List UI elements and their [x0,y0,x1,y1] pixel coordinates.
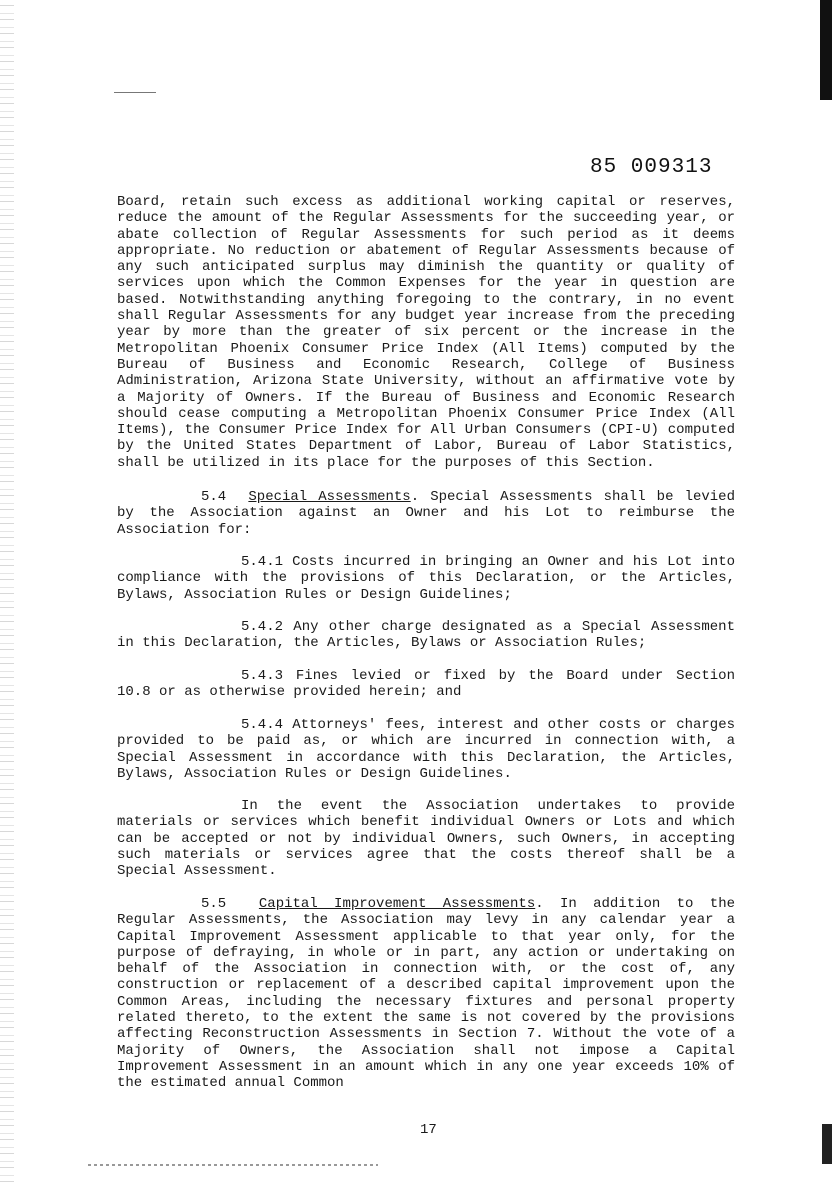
section-5-5-capital-improvement [117,896,735,1092]
paragraph-regular-assessments-continued: Board, retain such excess as additional working capital or reserves, reduce the amount of the Regular Assessments for the succeeding year, or abate collection of Regular Assessments for such period as it deems appropriate. No reduction or abatement of Regular Assessments because of any such anticipated surplus may diminish the quantity or quality of services upon which the Common Expenses for the year in question are based. Notwithstanding anything foregoing to the contrary, in no event shall Regular Assessments for any budget year increase from the preceding year by more than the greater of six percent or the increase in the Metropolitan Phoenix Consumer Price Index (All Items) computed by the Bureau of Business and Economic Research, College of Business Administration, Arizona State University, without an affirmative vote by a Majority of Owners. If the Bureau of Business and Economic Research should cease computing a Metropolitan Phoenix Consumer Price Index (All Items), the Consumer Price Index for All Urban Consumers (CPI-U) computed by the United States Department of Labor, Bureau of Labor Statistics, shall be utilized in its place for the purposes of this Section. [117,194,735,471]
section-heading: Capital Improvement Assessments [258,896,536,912]
document-recording-number: 85 009313 [590,156,713,179]
subsection-5-4-3: 5.4.3 Fines levied or fixed by the Board under Section 10.8 or as otherwise provided herein; and [117,668,735,701]
section-number: 5.4 [201,489,227,505]
section-text: . In addition to the Regular Assessments, the Association may levy in any calendar year a Capital Improvement Assessment applicable to that year only, for the purpose of defraying, in whole or in part, any action or undertaking on behalf of the Association in connection with, or the cost of, any construction or replacement of a described capital improvement upon the Common Areas, including the necessary fixtures and personal property related thereto, to the extent the same is not covered by the provisions affecting Reconstruction Assessments in Section 7. Without the vote of a Majority of Owners, the Association shall not impose a Capital Improvement Assessment in an amount which in any one year exceeds 10% of the estimated annual Common [117,896,736,1092]
section-5-4-special-assessments [117,489,735,538]
page-number: 17 [420,1122,437,1138]
subsection-5-4-4: 5.4.4 Attorneys' fees, interest and other costs or charges provided to be paid as, or which are incurred in connection with, a Special Assessment in accordance with this Declaration, the Articles, Bylaws, Association Rules or Design Guidelines. [117,717,735,782]
section-text: . Special Assessments shall be levied by the Association against an Owner and his Lot to reimburse the Association for: [117,489,735,538]
scan-edge-mark [822,1124,832,1164]
scan-corner-mark [820,0,832,100]
scan-artifact-dash [114,92,156,93]
scan-artifact-bottom [88,1164,378,1166]
paragraph-materials-services: In the event the Association undertakes to provide materials or services which benefit individual Owners or Lots and which can be accepted or not by individual Owners, such Owners, in accepting such materials or services agree that the costs thereof shall be a Special Assessment. [117,798,735,880]
subsection-5-4-1: 5.4.1 Costs incurred in bringing an Owner and his Lot into compliance with the provisions of this Declaration, or the Articles, Bylaws, Association Rules or Design Guidelines; [117,554,735,603]
subsection-5-4-2: 5.4.2 Any other charge designated as a Special Assessment in this Declaration, the Articles, Bylaws or Association Rules; [117,619,735,652]
section-heading: Special Assessments [248,489,411,505]
scan-binding-edge [0,0,14,1184]
section-number: 5.5 [201,896,227,912]
